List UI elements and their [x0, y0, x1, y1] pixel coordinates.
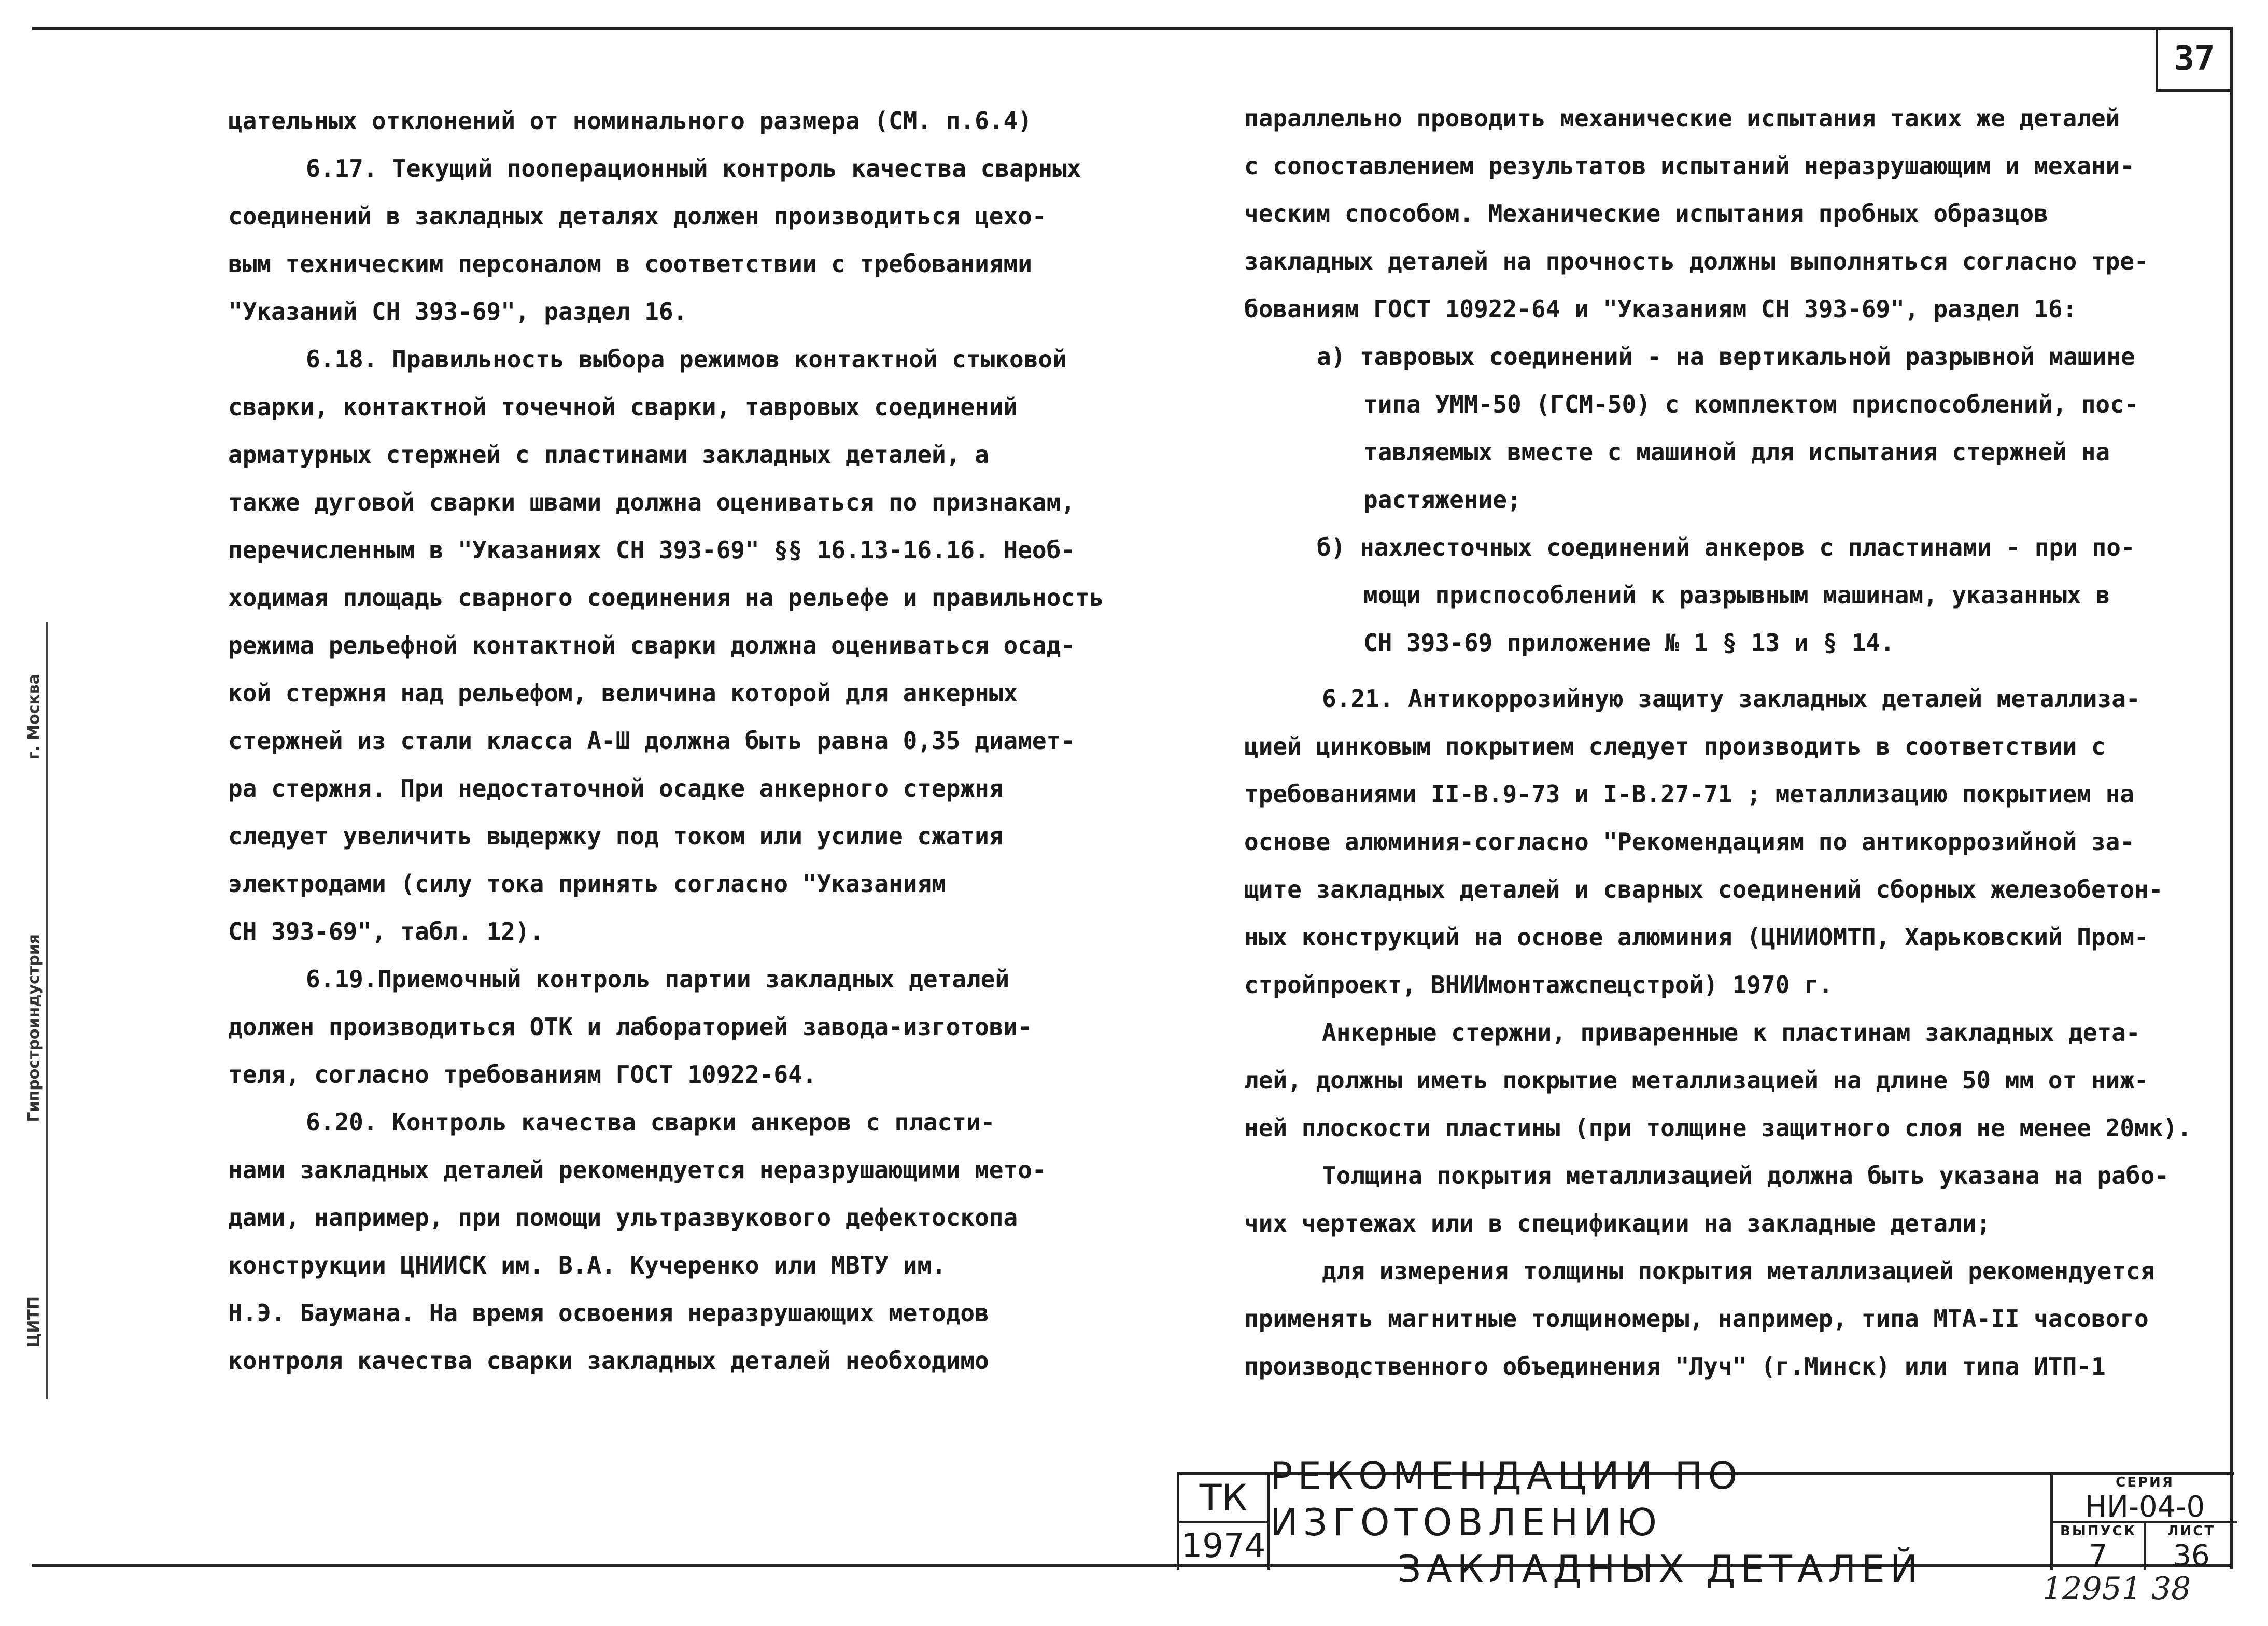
- text-line: производственного объединения "Луч" (г.Минск) или типа ИТП-1: [1244, 1352, 2106, 1380]
- text-line: нами закладных деталей рекомендуется неразрушающими мето-: [228, 1156, 1047, 1184]
- paragraph-6-19: 6.19.Приемочный контроль партии закладных деталей: [306, 965, 1010, 993]
- paragraph-6-20: 6.20. Контроль качества сварки анкеров с пласти-: [306, 1108, 995, 1136]
- text-line: сварки, контактной точечной сварки, тавровых соединений: [228, 393, 1018, 421]
- text-line: типа УММ-50 (ГСМ-50) с комплектом приспособлений, пос-: [1363, 390, 2139, 418]
- text-line: СН 393-69 приложение № 1 § 13 и § 14.: [1363, 629, 1895, 657]
- margin-stamp-text: ЦИТП: [24, 1296, 43, 1348]
- text-line: щите закладных деталей и сварных соединений сборных железобетон-: [1244, 875, 2163, 903]
- text-line: с сопоставлением результатов испытаний неразрушающим и механи-: [1244, 152, 2135, 180]
- text-line: также дуговой сварки швами должна оцениваться по признакам,: [228, 488, 1075, 516]
- text-line: основе алюминия-согласно "Рекомендациям по антикоррозийной за-: [1244, 828, 2135, 856]
- text-line: ней плоскости пластины (при толщине защитного слоя не менее 20мк).: [1244, 1114, 2192, 1142]
- text-line: Толщина покрытия металлизацией должна быть указана на рабо-: [1322, 1162, 2169, 1190]
- code-year: 1974: [1181, 1527, 1266, 1565]
- text-line: контроля качества сварки закладных деталей необходимо: [228, 1347, 989, 1375]
- text-line: кой стержня над рельефом, величина которой для анкерных: [228, 679, 1018, 707]
- text-line: электродами (силу тока принять согласно "Указаниям: [228, 870, 946, 898]
- text-line: СН 393-69", табл. 12).: [228, 917, 544, 945]
- sheet-cell: [2146, 1523, 2237, 1573]
- text-line: стержней из стали класса А-Ш должна быть равна 0,35 диамет-: [228, 727, 1075, 755]
- text-line: вым техническим персоналом в соответствии с требованиями: [228, 250, 1032, 278]
- text-line: бованиям ГОСТ 10922-64 и "Указаниям СН 393-69", раздел 16:: [1244, 295, 2077, 323]
- text-line: "Указаний СН 393-69", раздел 16.: [228, 298, 688, 326]
- text-line: требованиями II-В.9-73 и I-В.27-71 ; металлизацию покрытием на: [1244, 780, 2135, 808]
- document-title: [1270, 1453, 2050, 1591]
- list-item-b: б) нахлесточных соединений анкеров с пластинами - при по-: [1317, 533, 2135, 561]
- issue-cell: [2053, 1523, 2146, 1573]
- series-value: НИ-04-0: [2084, 1490, 2205, 1524]
- title-line-1: РЕКОМЕНДАЦИИ ПО ИЗГОТОВЛЕНИЮ: [1270, 1453, 1743, 1544]
- title-block-meta: [2050, 1475, 2237, 1573]
- text-line: перечисленным в "Указаниях СН 393-69" §§ 16.13-16.16. Необ-: [228, 536, 1075, 564]
- text-line: ходимая площадь сварного соединения на рельефе и правильность: [228, 584, 1104, 612]
- text-line: ра стержня. При недостаточной осадке анкерного стержня: [228, 774, 1004, 802]
- text-line: теля, согласно требованиям ГОСТ 10922-64.: [228, 1061, 817, 1088]
- paragraph-6-18: 6.18. Правильность выбора режимов контактной стыковой: [306, 345, 1067, 373]
- series-cell: [2053, 1475, 2237, 1523]
- text-line: должен производиться ОТК и лабораторией завода-изготови-: [228, 1013, 1032, 1041]
- text-line: стройпроект, ВНИИмонтажспецстрой) 1970 г.: [1244, 971, 1833, 999]
- text-line: ных конструкций на основе алюминия (ЦНИИОМТП, Харьковский Пром-: [1244, 923, 2149, 951]
- text-line: растяжение;: [1363, 486, 1522, 514]
- text-line: ческим способом. Механические испытания пробных образцов: [1244, 200, 2048, 228]
- text-line: параллельно проводить механические испытания таких же деталей: [1244, 104, 2120, 132]
- list-item-a: а) тавровых соединений - на вертикальной разрывной машине: [1317, 343, 2135, 371]
- issue-label: ВЫПУСК: [2060, 1523, 2136, 1539]
- text-line: следует увеличить выдержку под током или усилие сжатия: [228, 822, 1004, 850]
- text-line: чих чертежах или в спецификации на закладные детали;: [1244, 1209, 1991, 1237]
- paragraph-6-21: 6.21. Антикоррозийную защиту закладных деталей металлиза-: [1322, 685, 2140, 713]
- handwritten-note: 12951 38: [2042, 1571, 2191, 1607]
- sheet-label: ЛИСТ: [2167, 1523, 2216, 1539]
- title-line-2: ЗАКЛАДНЫХ ДЕТАЛЕЙ: [1397, 1547, 1923, 1591]
- text-line: дами, например, при помощи ультразвукового дефектоскопа: [228, 1204, 1018, 1232]
- text-line: конструкции ЦНИИСК им. В.А. Кучеренко или МВТУ им.: [228, 1251, 946, 1279]
- text-line: лей, должны иметь покрытие металлизацией на длине 50 мм от ниж-: [1244, 1066, 2149, 1094]
- text-line: арматурных стержней с пластинами закладных деталей, а: [228, 441, 989, 469]
- code-tk: ТК: [1179, 1475, 1267, 1523]
- text-line: цией цинковым покрытием следует производить в соответствии с: [1244, 732, 2106, 760]
- issue-value: 7: [2089, 1539, 2108, 1573]
- text-line: цательных отклонений от номинального размера (СМ. п.6.4): [228, 107, 1032, 135]
- margin-stamp-text: Гипростроиндустрия: [24, 934, 43, 1122]
- text-line: соединений в закладных деталях должен производиться цехо-: [228, 202, 1047, 230]
- page-number: 37: [2156, 27, 2231, 92]
- paragraph-6-17: 6.17. Текущий пооперационный контроль качества сварных: [306, 154, 1081, 182]
- text-line: режима рельефной контактной сварки должна оцениваться осад-: [228, 631, 1075, 659]
- text-line: для измерения толщины покрытия металлизацией рекомендуется: [1322, 1257, 2155, 1285]
- text-line: Н.Э. Баумана. На время освоения неразрушающих методов: [228, 1299, 989, 1327]
- text-line: закладных деталей на прочность должны выполняться согласно тре-: [1244, 247, 2149, 275]
- sheet-value: 36: [2173, 1539, 2210, 1573]
- margin-stamp: [16, 674, 52, 1348]
- margin-stamp-text: г. Москва: [24, 674, 43, 760]
- text-line: тавляемых вместе с машиной для испытания стержней на: [1363, 438, 2110, 466]
- text-line: Анкерные стержни, приваренные к пластинам закладных дета-: [1322, 1019, 2140, 1047]
- series-label: СЕРИЯ: [2116, 1475, 2174, 1490]
- text-line: мощи приспособлений к разрывным машинам, указанных в: [1363, 581, 2110, 609]
- text-line: применять магнитные толщиномеры, например, типа МТА-II часового: [1244, 1305, 2149, 1333]
- title-block-code: [1179, 1475, 1270, 1570]
